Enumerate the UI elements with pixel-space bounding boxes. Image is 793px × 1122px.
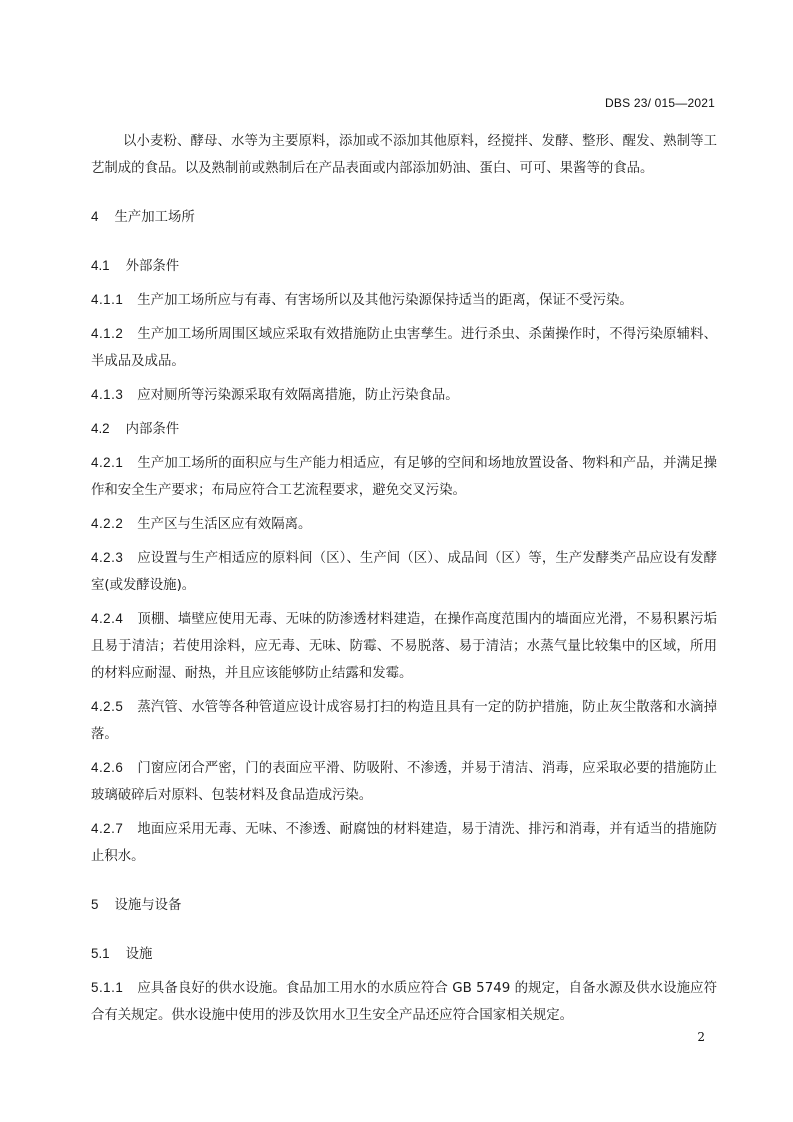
clause-number: 4.1.1: [91, 292, 124, 307]
clause-4-2-6: [91, 754, 717, 809]
clause-number: 4.2.2: [91, 516, 124, 531]
subsection-number: 5.1: [91, 946, 110, 961]
section-heading-4: [91, 203, 717, 231]
section-heading-5: [91, 891, 717, 919]
clause-5-1-1: [91, 974, 717, 1029]
clause-4-1-2: [91, 320, 717, 375]
clause-number: 4.2.7: [91, 821, 124, 836]
section-number: 5: [91, 897, 99, 912]
intro-paragraph: 以小麦粉、酵母、水等为主要原料，添加或不添加其他原料，经搅拌、发酵、整形、醒发、熟制等工艺制成的食品。以及熟制前或熟制后在产品表面或内部添加奶油、蛋白、可可、果酱等的食品。: [91, 134, 717, 176]
clause-number: 4.2.4: [91, 611, 124, 626]
subsection-number: 4.1: [91, 258, 110, 273]
subsection-heading-4-1: [91, 252, 717, 280]
document-body: [91, 128, 717, 1029]
clause-4-2-2: [91, 510, 717, 538]
clause-number: 4.1.2: [91, 326, 124, 341]
clause-4-2-7: [91, 815, 717, 870]
clause-text: 应具备良好的供水设施。食品加工用水的水质应符合 GB 5749 的规定，自备水源及供水设施应符合有关规定。供水设施中使用的涉及饮用水卫生安全产品还应符合国家相关规定。: [91, 981, 717, 1023]
clause-4-1-1: [91, 286, 717, 314]
subsection-title: 设施: [125, 947, 153, 962]
subsection-heading-5-1: [91, 940, 717, 968]
clause-4-2-3: [91, 544, 717, 599]
clause-number: 4.2.6: [91, 760, 124, 775]
clause-number: 4.2.3: [91, 550, 124, 565]
clause-number: 4.2.5: [91, 699, 124, 714]
clause-text: 地面应采用无毒、无味、不渗透、耐腐蚀的材料建造，易于清洗、排污和消毒，并有适当的措施防止积水。: [91, 822, 717, 864]
section-title: 设施与设备: [114, 898, 182, 913]
clause-text: 顶棚、墙壁应使用无毒、无味的防渗透材料建造，在操作高度范围内的墙面应光滑，不易积累污垢且易于清洁；若使用涂料，应无毒、无味、防霉、不易脱落、易于清洁；水蒸气量比较集中的区域，所用的材料应耐湿、耐热，并且应该能够防止结露和发霉。: [91, 612, 717, 681]
page-number: 2: [697, 1030, 705, 1044]
subsection-heading-4-2: [91, 415, 717, 443]
clause-number: 4.1.3: [91, 387, 124, 402]
clause-text: 生产区与生活区应有效隔离。: [137, 517, 312, 532]
clause-text: 蒸汽管、水管等各种管道应设计成容易打扫的构造且具有一定的防护措施，防止灰尘散落和水滴掉落。: [91, 700, 717, 742]
clause-text: 生产加工场所应与有毒、有害场所以及其他污染源保持适当的距离，保证不受污染。: [137, 293, 633, 308]
clause-text: 门窗应闭合严密，门的表面应平滑、防吸附、不渗透，并易于清洁、消毒，应采取必要的措施防止玻璃破碎后对原料、包装材料及食品造成污染。: [91, 761, 717, 803]
clause-number: 5.1.1: [91, 980, 124, 995]
subsection-title: 外部条件: [125, 259, 180, 274]
clause-text: 应对厕所等污染源采取有效隔离措施，防止污染食品。: [137, 388, 459, 403]
clause-4-2-5: [91, 693, 717, 748]
clause-4-1-3: [91, 381, 717, 409]
clause-4-2-1: [91, 449, 717, 504]
clause-text: 生产加工场所周围区域应采取有效措施防止虫害孳生。进行杀虫、杀菌操作时，不得污染原辅料、半成品及成品。: [91, 327, 717, 369]
subsection-title: 内部条件: [125, 422, 180, 437]
clause-number: 4.2.1: [91, 455, 124, 470]
standard-code: DBS 23/ 015—2021: [605, 96, 715, 110]
subsection-number: 4.2: [91, 421, 110, 436]
section-number: 4: [91, 209, 99, 224]
clause-4-2-4: [91, 605, 717, 687]
section-title: 生产加工场所: [114, 210, 195, 225]
clause-text: 生产加工场所的面积应与生产能力相适应，有足够的空间和场地放置设备、物料和产品，并满足操作和安全生产要求；布局应符合工艺流程要求，避免交叉污染。: [91, 456, 717, 498]
clause-text: 应设置与生产相适应的原料间（区）、生产间（区）、成品间（区）等，生产发酵类产品应设有发酵室(或发酵设施)。: [91, 551, 717, 593]
